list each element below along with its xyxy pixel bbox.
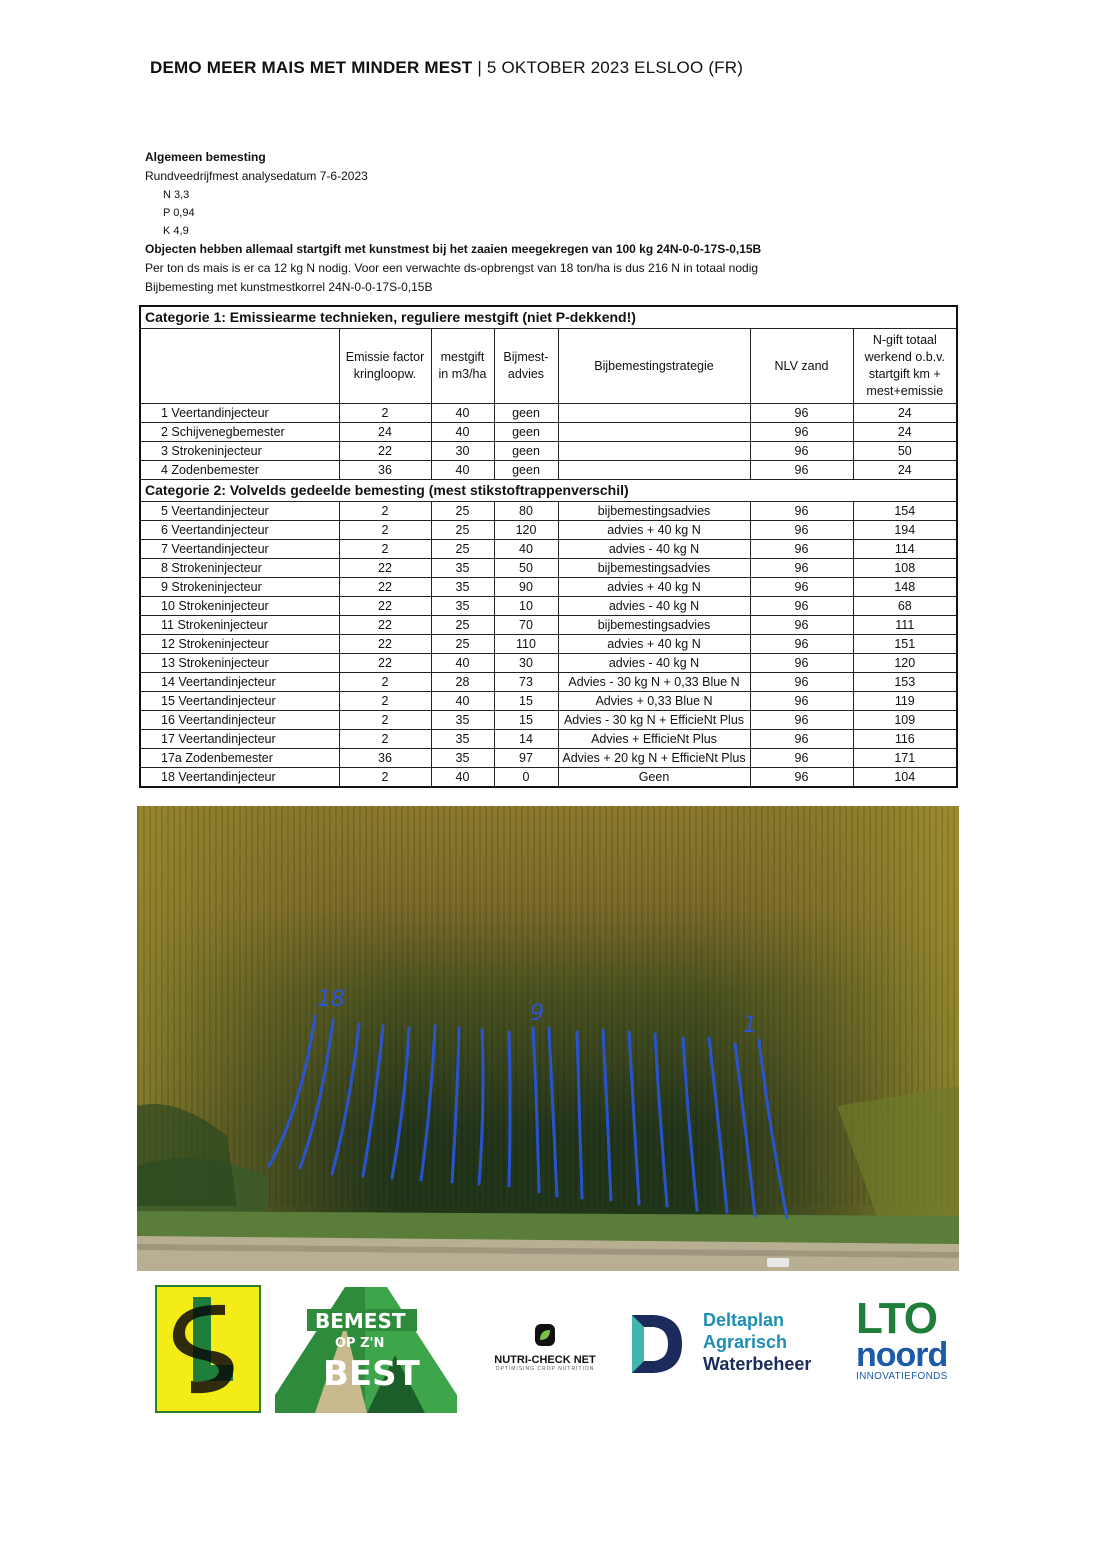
table-header-row <box>140 329 957 404</box>
table-cell: 30 <box>431 442 494 461</box>
table-cell: 153 <box>853 673 957 692</box>
table-cell: 35 <box>431 578 494 597</box>
table-cell: 35 <box>431 597 494 616</box>
table-cell: 2 Schijvenegbemester <box>140 423 339 442</box>
table-cell <box>558 404 750 423</box>
table-cell: 96 <box>750 578 853 597</box>
aerial-field-photo <box>137 806 959 1271</box>
table-cell: 25 <box>431 502 494 521</box>
table-cell: 96 <box>750 559 853 578</box>
lto-noord-logo <box>856 1294 976 1382</box>
lto-text: LTO <box>856 1294 937 1343</box>
table-cell: 96 <box>750 768 853 788</box>
table-cell: geen <box>494 404 558 423</box>
table-cell: Geen <box>558 768 750 788</box>
intro-p: P 0,94 <box>163 207 195 219</box>
intro-k: K 4,9 <box>163 225 189 237</box>
ls-logo <box>155 1285 261 1413</box>
table-cell: 5 Veertandinjecteur <box>140 502 339 521</box>
bemest-top-text: BEMEST <box>315 1309 406 1333</box>
sponsor-logos <box>150 1285 980 1425</box>
table-cell: 96 <box>750 673 853 692</box>
table-cell: 151 <box>853 635 957 654</box>
nutri-check-icon <box>534 1323 556 1347</box>
photo-label-9: 9 <box>530 1001 544 1026</box>
lto-noord-text: noord <box>856 1336 948 1374</box>
table-cell: 96 <box>750 502 853 521</box>
deltaplan-d-icon <box>628 1313 684 1375</box>
deltaplan-line2: Agrarisch <box>703 1332 788 1352</box>
table-row <box>140 559 957 578</box>
intro-heading: Algemeen bemesting <box>145 150 266 164</box>
header-cell <box>140 329 339 404</box>
nutri-check-text: NUTRI-CHECK NET <box>494 1354 596 1366</box>
table-cell: 22 <box>339 578 431 597</box>
table-cell: 2 <box>339 540 431 559</box>
table-cell: 14 <box>494 730 558 749</box>
table-cell: 40 <box>431 423 494 442</box>
table-cell: 14 Veertandinjecteur <box>140 673 339 692</box>
table-cell: 2 <box>339 768 431 788</box>
table-cell: 2 <box>339 404 431 423</box>
table-row <box>140 597 957 616</box>
table-cell: 2 <box>339 711 431 730</box>
table-cell: 96 <box>750 730 853 749</box>
table-cell: 96 <box>750 616 853 635</box>
table-cell: 40 <box>431 461 494 480</box>
table-cell <box>558 423 750 442</box>
table-cell: 10 Strokeninjecteur <box>140 597 339 616</box>
table-cell: 9 Strokeninjecteur <box>140 578 339 597</box>
table-cell: 3 Strokeninjecteur <box>140 442 339 461</box>
table-cell: 40 <box>494 540 558 559</box>
header-cell: N-gift totaal werkend o.b.v. startgift km + mest+emissie <box>853 329 957 404</box>
table-row <box>140 635 957 654</box>
table-cell: 24 <box>339 423 431 442</box>
table-cell: 109 <box>853 711 957 730</box>
table-cell: 22 <box>339 597 431 616</box>
table-row <box>140 673 957 692</box>
table-cell: 22 <box>339 442 431 461</box>
table-row <box>140 616 957 635</box>
table-cell: advies - 40 kg N <box>558 654 750 673</box>
table-cell: 10 <box>494 597 558 616</box>
table-cell: 17a Zodenbemester <box>140 749 339 768</box>
header-cell: Bijmest-advies <box>494 329 558 404</box>
table-cell: bijbemestingsadvies <box>558 616 750 635</box>
table-cell: 120 <box>494 521 558 540</box>
header-cell: Bijbemestingstrategie <box>558 329 750 404</box>
table-cell: 114 <box>853 540 957 559</box>
table-cell: 17 Veertandinjecteur <box>140 730 339 749</box>
title-bold: DEMO MEER MAIS MET MINDER MEST <box>150 58 473 77</box>
table-cell: 25 <box>431 521 494 540</box>
table-cell: 97 <box>494 749 558 768</box>
table-cell: 12 Strokeninjecteur <box>140 635 339 654</box>
table-cell: 96 <box>750 423 853 442</box>
header-cell: mestgift in m3/ha <box>431 329 494 404</box>
table-cell: 22 <box>339 559 431 578</box>
table-cell: 24 <box>853 423 957 442</box>
table-cell: 28 <box>431 673 494 692</box>
table-cell: 96 <box>750 711 853 730</box>
intro-bold-line: Objecten hebben allemaal startgift met kunstmest bij het zaaien meegekregen van 100 kg 24N-0-0-17S-0,15B <box>145 242 762 256</box>
table-cell: 2 <box>339 521 431 540</box>
table-cell: 4 Zodenbemester <box>140 461 339 480</box>
table-cell: 110 <box>494 635 558 654</box>
table-cell: 25 <box>431 540 494 559</box>
table-cell: advies + 40 kg N <box>558 521 750 540</box>
table-row <box>140 749 957 768</box>
table-cell: 13 Strokeninjecteur <box>140 654 339 673</box>
table-cell: geen <box>494 442 558 461</box>
table-cell: 108 <box>853 559 957 578</box>
intro-line3: Bijbemesting met kunstmestkorrel 24N-0-0-17S-0,15B <box>145 280 433 294</box>
title-separator: | <box>477 58 482 77</box>
table-cell: 7 Veertandinjecteur <box>140 540 339 559</box>
table-cell: 2 <box>339 502 431 521</box>
table-row <box>140 768 957 788</box>
intro-n: N 3,3 <box>163 189 190 201</box>
table-cell: 24 <box>853 404 957 423</box>
table-cell: 35 <box>431 559 494 578</box>
table-cell: advies + 40 kg N <box>558 635 750 654</box>
page-title <box>150 58 743 78</box>
table-cell: 40 <box>431 768 494 788</box>
header-cell: NLV zand <box>750 329 853 404</box>
table-row <box>140 730 957 749</box>
table-cell: 148 <box>853 578 957 597</box>
table-cell: bijbemestingsadvies <box>558 502 750 521</box>
table-cell: 35 <box>431 749 494 768</box>
table-cell: geen <box>494 423 558 442</box>
table-cell: 68 <box>853 597 957 616</box>
table-row <box>140 461 957 480</box>
deltaplan-text <box>703 1309 811 1375</box>
table-cell: 2 <box>339 730 431 749</box>
table-cell: 35 <box>431 730 494 749</box>
table-cell: 154 <box>853 502 957 521</box>
table-row <box>140 404 957 423</box>
table-cell: Advies + 0,33 Blue N <box>558 692 750 711</box>
table-row <box>140 502 957 521</box>
title-rest: 5 OKTOBER 2023 ELSLOO (FR) <box>486 58 744 77</box>
intro-section <box>145 148 761 297</box>
table-cell: 120 <box>853 654 957 673</box>
table-row <box>140 578 957 597</box>
table-cell: Advies - 30 kg N + 0,33 Blue N <box>558 673 750 692</box>
table-cell: 96 <box>750 692 853 711</box>
table-cell: 15 <box>494 692 558 711</box>
table-cell: 80 <box>494 502 558 521</box>
table-cell: 24 <box>853 461 957 480</box>
table-row <box>140 442 957 461</box>
table-cell: 35 <box>431 711 494 730</box>
table-cell: geen <box>494 461 558 480</box>
table-cell: 40 <box>431 692 494 711</box>
table-cell: 18 Veertandinjecteur <box>140 768 339 788</box>
table-row <box>140 540 957 559</box>
table-row <box>140 654 957 673</box>
table-cell: Advies - 30 kg N + EfficieNt Plus <box>558 711 750 730</box>
table-cell: 22 <box>339 654 431 673</box>
table-cell: 96 <box>750 442 853 461</box>
table-cell: 16 Veertandinjecteur <box>140 711 339 730</box>
table-cell: 96 <box>750 521 853 540</box>
table-cell <box>558 442 750 461</box>
table-cell: 96 <box>750 404 853 423</box>
table-cell: 22 <box>339 635 431 654</box>
intro-line1: Rundveedrijfmest analysedatum 7-6-2023 <box>145 169 368 183</box>
table-cell: Advies + 20 kg N + EfficieNt Plus <box>558 749 750 768</box>
table-cell: 96 <box>750 635 853 654</box>
table-cell: Advies + EfficieNt Plus <box>558 730 750 749</box>
table-cell: 36 <box>339 749 431 768</box>
table-row <box>140 711 957 730</box>
table-cell: advies - 40 kg N <box>558 597 750 616</box>
header-cell: Emissie factor kringloopw. <box>339 329 431 404</box>
table-cell: 70 <box>494 616 558 635</box>
category-1-heading: Categorie 1: Emissiearme technieken, reguliere mestgift (niet P-dekkend!) <box>140 306 957 329</box>
table-cell: 96 <box>750 461 853 480</box>
photo-label-1: 1 <box>743 1013 757 1038</box>
table-cell: 22 <box>339 616 431 635</box>
deltaplan-line3: Waterbeheer <box>703 1354 812 1374</box>
table-cell: 11 Strokeninjecteur <box>140 616 339 635</box>
table-cell: 96 <box>750 749 853 768</box>
table-cell: 111 <box>853 616 957 635</box>
table-cell: 2 <box>339 673 431 692</box>
category-2-heading: Categorie 2: Volvelds gedeelde bemesting (mest stikstoftrappenverschil) <box>140 480 957 502</box>
table-row <box>140 521 957 540</box>
table-cell: advies - 40 kg N <box>558 540 750 559</box>
table-cell: 0 <box>494 768 558 788</box>
table-cell: 36 <box>339 461 431 480</box>
table-cell: 6 Veertandinjecteur <box>140 521 339 540</box>
table-cell: 119 <box>853 692 957 711</box>
bemest-bottom-text: BEST <box>323 1354 420 1394</box>
table-cell: 2 <box>339 692 431 711</box>
table-row <box>140 692 957 711</box>
table-cell: 25 <box>431 635 494 654</box>
table-cell: 73 <box>494 673 558 692</box>
table-cell: 15 <box>494 711 558 730</box>
table-cell: 50 <box>853 442 957 461</box>
table-cell <box>558 461 750 480</box>
bemest-mid-text: OP Z'N <box>335 1336 385 1351</box>
table-cell: bijbemestingsadvies <box>558 559 750 578</box>
nutri-check-subtext: OPTIMISING CROP NUTRITION <box>495 1366 595 1372</box>
table-cell: 15 Veertandinjecteur <box>140 692 339 711</box>
intro-line2: Per ton ds mais is er ca 12 kg N nodig. Voor een verwachte ds-opbrengst van 18 ton/ha is dus 216 N in totaal nodig <box>145 261 759 275</box>
table-cell: 40 <box>431 654 494 673</box>
photo-label-18: 18 <box>317 987 345 1012</box>
deltaplan-line1: Deltaplan <box>703 1310 785 1330</box>
table-cell: 1 Veertandinjecteur <box>140 404 339 423</box>
table-cell: 104 <box>853 768 957 788</box>
table-cell: 30 <box>494 654 558 673</box>
table-cell: 90 <box>494 578 558 597</box>
table-row <box>140 423 957 442</box>
table-cell: 96 <box>750 597 853 616</box>
table-cell: 50 <box>494 559 558 578</box>
lto-innovatiefonds-text: INNOVATIEFONDS <box>856 1371 948 1382</box>
table-body <box>140 306 957 787</box>
table-cell: 25 <box>431 616 494 635</box>
table-cell: advies + 40 kg N <box>558 578 750 597</box>
table-cell: 40 <box>431 404 494 423</box>
table-cell: 96 <box>750 540 853 559</box>
table-cell: 96 <box>750 654 853 673</box>
table-cell: 171 <box>853 749 957 768</box>
table-cell: 194 <box>853 521 957 540</box>
nutri-check-logo <box>480 1323 610 1372</box>
fertilization-table <box>139 305 958 788</box>
table-cell: 8 Strokeninjecteur <box>140 559 339 578</box>
bemest-op-zn-best-logo <box>275 1285 457 1413</box>
table-cell: 116 <box>853 730 957 749</box>
